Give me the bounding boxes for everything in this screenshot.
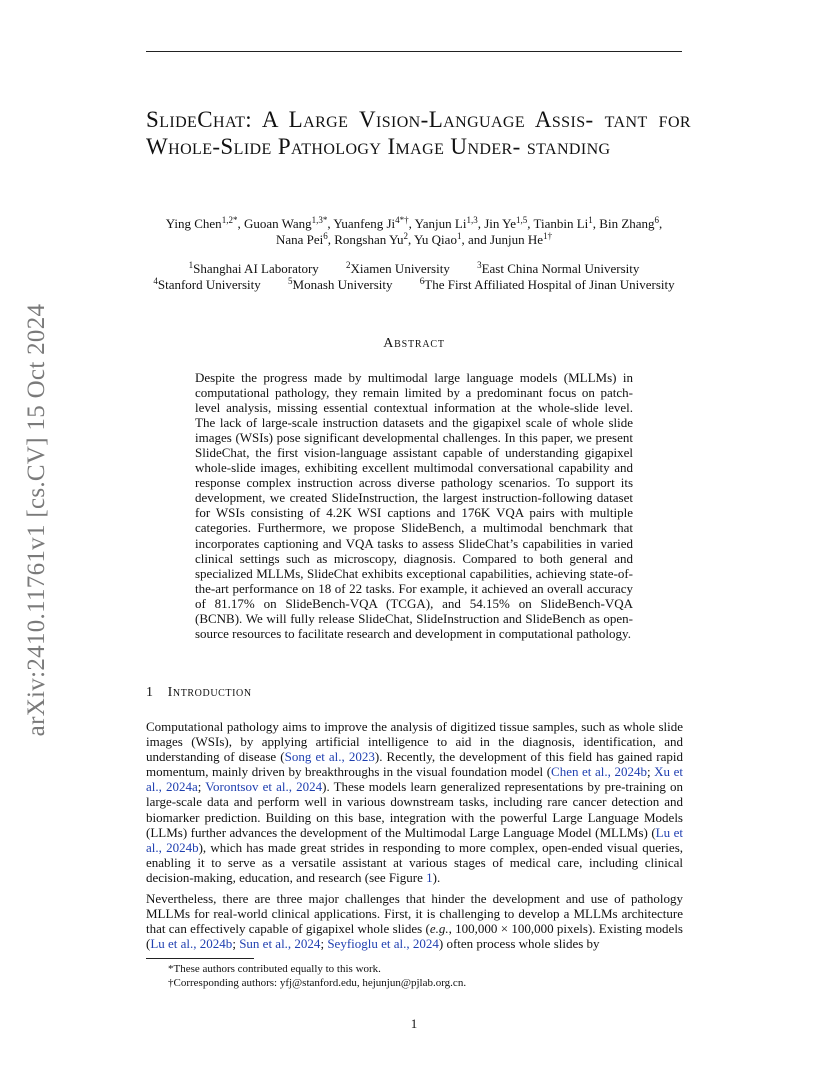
- affiliation-list: [100, 261, 728, 293]
- footnote-equal-contribution: *These authors contributed equally to this work.: [168, 963, 381, 975]
- paper-title: SlideChat: A Large Vision-Language Assis- tant for Whole-Slide Pathology Image Under- standing: [146, 107, 692, 159]
- page-number: 1: [410, 1016, 418, 1031]
- author-line-2: Nana Pei$^6$, Rongshan Yu$^2$, Yu Qiao$^1$, and Junjun $He^{1\dagger}$: [275, 231, 553, 247]
- citation-link[interactable]: Lu et al., 2024b: [146, 824, 683, 855]
- citation-link[interactable]: Vorontsov et al., 2024: [205, 779, 323, 795]
- intro-paragraph-1: Computational pathology aims to improve the analysis of digitized tissue samples, such as whole slide images (WSIs), by applying artificial intelligence to aid in the diagnosis, identification, and understanding of disease (Song et al., 2023). Recently, the development of this field has gained rapid momentum, mainly driven by breakthroughs in the visual foundation model (Chen et al., 2024b; Xu et al., 2024a; Vorontsov et al., 2024). These models learn generalized representations by pre-training on large-scale data and perform well in various downstream tasks, including rare cancer detection and biomarker prediction. Building on this base, integration with the powerful Large Language Models (LLMs) further advances the development of the Multimodal Large Language Model (MLLMs) (Lu et al., 2024b), which has made great strides in responding to more complex, open-ended visual queries, enabling it to serve as a versatile assistant at various stages of medical care, including clinical decision-making, education, and research (see Figure 1).: [146, 719, 684, 885]
- section-title: Introduction: [167, 685, 252, 700]
- affiliation-line-1: $^1$Shanghai AI Laboratory $^2$Xiamen University $^3$East China Normal University: [188, 260, 640, 276]
- abstract-heading: Abstract: [383, 336, 445, 351]
- arxiv-id: arXiv:2410.11761v1 [cs.CV] 15 Oct 2024: [23, 303, 50, 737]
- citation-link[interactable]: Sun et al., 2024: [239, 936, 321, 952]
- section-number: 1: [146, 685, 154, 700]
- affiliation-line-2: $^4$Stanford University $^5$Monash University $^6$The First Affiliated Hospital of Jinan University: [153, 276, 675, 292]
- citation-link[interactable]: Seyfioglu et al., 2024: [327, 936, 439, 952]
- section-heading-introduction: [146, 685, 252, 701]
- citation-link[interactable]: Xu et al., 2024a: [146, 764, 683, 795]
- intro-paragraph-2: Nevertheless, there are three major challenges that hinder the development and use of pathology MLLMs for real-world clinical applications. First, it is challenging to develop a MLLMs architecture that can effectively capable of gigapixel whole slides (e.g., 100,000 × 100,000 pixels). Existing models (Lu et al., 2024b; Sun et al., 2024; Seyfioglu et al., 2024) often process whole slides by: [146, 891, 683, 952]
- citation-link[interactable]: Lu et al., 2024b: [150, 936, 233, 952]
- citation-link[interactable]: Song et al., 2023: [284, 749, 375, 765]
- figure-ref-link[interactable]: 1: [426, 869, 433, 885]
- footnote-rule: [146, 958, 254, 959]
- footnote-corresponding-authors: †Corresponding authors: yfj@stanford.edu, hejunjun@pjlab.org.cn.: [168, 977, 467, 989]
- citation-link[interactable]: Chen et al., 2024b: [551, 764, 647, 780]
- header-rule: [146, 51, 682, 52]
- abstract-body: Despite the progress made by multimodal large language models (MLLMs) in computational pathology, they remain limited by a predominant focus on patch-level analysis, missing essential contextual information at the whole-slide level. The lack of large-scale instruction datasets and the gigapixel scale of whole slide images (WSIs) pose significant developmental challenges. In this paper, we present SlideChat, the first vision-language assistant capable of understanding gigapixel whole-slide images, exhibiting excellent multimodal conversational capability and response complex instruction across diverse pathology scenarios. To support its development, we created SlideInstruction, the largest instruction-following dataset for WSIs consisting of 4.2K WSI captions and 176K VQA pairs with multiple categories. Furthermore, we propose SlideBench, a multimodal benchmark that incorporates captioning and VQA tasks to assess SlideChat’s capabilities in varied clinical settings such as microscopy, diagnosis. Compared to both general and specialized MLLMs, SlideChat exhibits exceptional capabilities, achieving state-of-the-art performance on 18 of 22 tasks. For example, it achieved an overall accuracy of 81.17% on SlideBench-VQA (TCGA), and 54.15% on SlideBench-VQA (BCNB). We will fully release SlideChat, SlideInstruction and SlideBench as open-source resources to facilitate research and development in computational pathology.: [195, 370, 633, 641]
- author-list: [100, 216, 728, 248]
- author-line-1: Ying Chen$^{1,2*}$, Guoan Wang$^{1,3*}$, Yuanfeng $Ji^{4*\dagger}$, Yanjun Li$^{1,3}$, Jin Ye$^{1,5}$, Tianbin Li$^1$, Bin Zhang$^6$,: [165, 215, 663, 231]
